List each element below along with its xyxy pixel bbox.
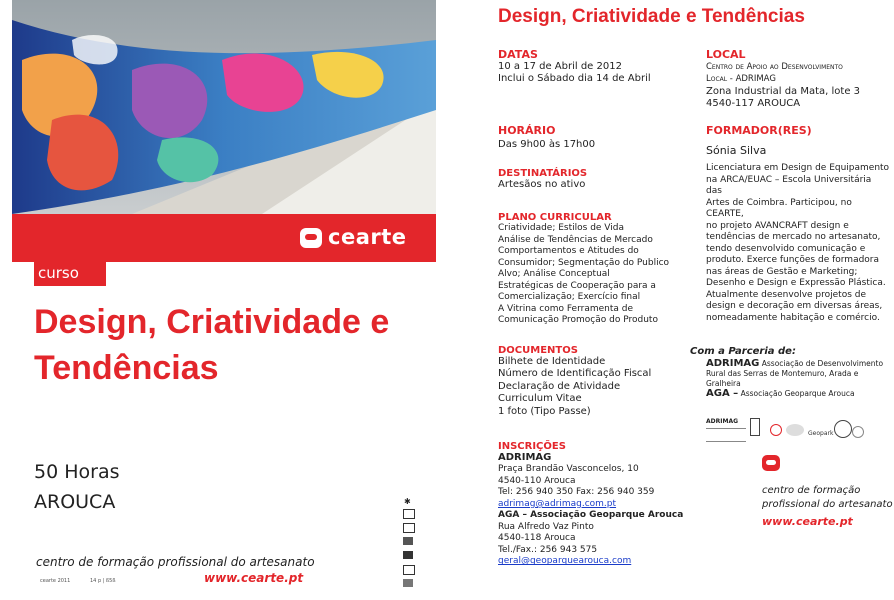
local-line1: Centro de Apoio ao Desenvolvimento: [706, 62, 843, 72]
partner-mark-dots: [786, 424, 804, 436]
inscricoes-label: INSCRIÇÕES: [498, 441, 566, 452]
inscricoes-org1-line: Tel: 256 940 350 Fax: 256 940 359: [498, 487, 655, 498]
logo-mark-3: [403, 537, 413, 545]
parceria-section: [690, 346, 890, 399]
local-line4: 4540-117 AROUCA: [706, 98, 801, 110]
local-label: LOCAL: [706, 48, 746, 61]
partner-logo-strip: [400, 497, 416, 597]
datas-line1: 10 a 17 de Abril de 2012: [498, 61, 622, 72]
brand-name: cearte: [328, 225, 407, 249]
plano-section: [498, 212, 688, 327]
footer-center-text: centro de formação profissional do artesanato: [36, 555, 315, 569]
plano-line: A Vitrina como Ferramenta de: [498, 303, 634, 314]
left-title-line2: Tendências: [34, 349, 219, 387]
parceria-label: Com a Parceria de:: [690, 346, 796, 357]
inscricoes-org1-line: Praça Brandão Vasconcelos, 10: [498, 464, 639, 475]
parceria-p1-desc3: Gralheira: [706, 379, 741, 388]
plano-line: Alvo; Análise Conceptual: [498, 269, 610, 279]
parceria-p1-desc2: Rural das Serras de Montemuro, Arada e: [706, 369, 859, 378]
course-location: AROUCA: [34, 491, 116, 513]
cearte-logo: [300, 226, 420, 252]
partner-logos-row: [706, 416, 866, 446]
horario-section: [498, 124, 688, 151]
adrimag-logo: ADRIMAG: [706, 418, 739, 425]
partner-mark-red: [770, 424, 782, 436]
right-title: Design, Criatividade e Tendências: [498, 6, 805, 27]
cover-photo: [12, 0, 436, 214]
documentos-label: DOCUMENTOS: [498, 345, 578, 356]
plano-line: Criatividade; Estilos de Vida: [498, 223, 624, 233]
footer-tiny-mid: 14 p | ß5ß: [90, 578, 116, 584]
formador-bio-line: tendo desenvolvido comunicação e: [706, 243, 866, 254]
documentos-line: Número de Identificação Fiscal: [498, 368, 652, 380]
documentos-line: Declaração de Atividade: [498, 380, 621, 392]
horario-line1: Das 9h00 às 17h00: [498, 139, 596, 150]
course-hours: 50 Horas: [34, 461, 120, 483]
logo-mark-6: [403, 579, 413, 587]
inscricoes-org2-line: Tel./Fax.: 256 943 575: [498, 544, 598, 555]
formador-bio-line: tendências de mercado no artesanato,: [706, 232, 881, 243]
right-footer: [762, 455, 892, 535]
datas-line2: Inclui o Sábado dia 14 de Abril: [498, 73, 651, 85]
formador-bio-line: nas áreas de Gestão e Marketing;: [706, 266, 858, 277]
documentos-line: Bilhete de Identidade: [498, 356, 606, 367]
inscricoes-section: [498, 441, 698, 568]
destinatarios-line1: Artesãos no ativo: [498, 179, 586, 190]
parceria-p1-desc1: Associação de Desenvolvimento: [761, 359, 884, 368]
partner-mark-small: [852, 426, 864, 438]
right-footer-line1: centro de formação: [762, 485, 861, 496]
formador-bio-line: produto. Exerce funções de formadora: [706, 255, 880, 266]
footer-url: www.cearte.pt: [204, 571, 304, 585]
local-line2: Local - ADRIMAG: [706, 74, 776, 85]
cearte-icon-swoosh: [766, 460, 776, 465]
formador-label: FORMADOR(RES): [706, 124, 812, 137]
local-line3: Zona Industrial da Mata, lote 3: [706, 85, 861, 97]
horario-label: HORÁRIO: [498, 124, 556, 137]
left-title-line1: Design, Criatividade e: [34, 303, 390, 341]
left-panel: [0, 0, 440, 600]
geopark-logo: Geopark: [808, 430, 834, 437]
formador-section: [706, 124, 890, 324]
footer-tiny-left: cearte 2011: [40, 578, 71, 584]
adrimag-logo-mark: [750, 418, 760, 436]
parceria-p2-name: AGA –: [706, 388, 739, 399]
formador-bio-line: no projeto AVANCRAFT design e: [706, 220, 849, 231]
formador-name: Sónia Silva: [706, 144, 767, 157]
documentos-section: [498, 345, 688, 418]
formador-bio-line: nomeadamente habitação e comércio.: [706, 312, 880, 323]
brand-band: [12, 214, 436, 262]
datas-section: [498, 48, 688, 86]
inscricoes-org1-line: 4540-110 Arouca: [498, 475, 576, 486]
curso-label: curso: [38, 264, 79, 282]
parceria-p1-name: ADRIMAG: [706, 358, 760, 369]
logo-mark-5: [403, 565, 415, 575]
formador-bio-line: Licenciatura em Design de Equipamento: [706, 163, 890, 174]
partner-mark-circle: [834, 420, 852, 438]
destinatarios-label: DESTINATÁRIOS: [498, 168, 588, 179]
right-footer-url: www.cearte.pt: [762, 515, 853, 528]
inscricoes-org2-line: Rua Alfredo Vaz Pinto: [498, 521, 594, 532]
datas-label: DATAS: [498, 48, 538, 61]
plano-line: Estratégicas de Cooperação para a: [498, 280, 656, 291]
local-section: [706, 48, 886, 111]
adrimag-email-link[interactable]: adrimag@adrimag.com.pt: [498, 498, 617, 509]
plano-line: Consumidor; Segmentação do Publico: [498, 257, 670, 268]
parceria-p2-desc: Associação Geoparque Arouca: [740, 389, 855, 398]
curso-tab: [34, 262, 106, 286]
cearte-logo-icon-swoosh: [305, 234, 317, 240]
right-footer-line2: profissional do artesanato: [762, 499, 893, 510]
formador-bio-line: Atualmente desenvolve projetos de: [706, 289, 867, 300]
inscricoes-org1: ADRIMAG: [498, 452, 552, 463]
logo-mark-4: [403, 551, 413, 559]
star-icon: ✱: [404, 497, 411, 506]
plano-line: Comportamentos e Atitudes do: [498, 246, 639, 256]
aga-email-link[interactable]: geral@geoparquearouca.com: [498, 556, 632, 567]
adrimag-logo-lines: [706, 428, 746, 442]
plano-line: Comercialização; Exercício final: [498, 292, 641, 302]
plano-line: Análise de Tendências de Mercado: [498, 234, 653, 245]
logo-mark-1: [403, 509, 415, 519]
documentos-line: Curriculum Vitae: [498, 393, 582, 405]
formador-bio-line: Desenho e Design e Expressão Plástica.: [706, 278, 886, 289]
inscricoes-org2-line: 4540-118 Arouca: [498, 533, 576, 544]
documentos-line: 1 foto (Tipo Passe): [498, 405, 591, 417]
plano-line: Comunicação Promoção do Produto: [498, 315, 658, 325]
formador-bio-line: Artes de Coimbra. Participou, no CEARTE,: [706, 197, 852, 220]
logo-mark-2: [403, 523, 415, 533]
plano-label: PLANO CURRICULAR: [498, 212, 612, 223]
destinatarios-section: [498, 168, 688, 191]
inscricoes-org2: AGA – Associação Geoparque Arouca: [498, 510, 684, 521]
formador-bio-line: na ARCA/EUAC – Escola Universitária das: [706, 174, 872, 197]
formador-bio-line: design e decoração em diversas áreas,: [706, 301, 883, 312]
